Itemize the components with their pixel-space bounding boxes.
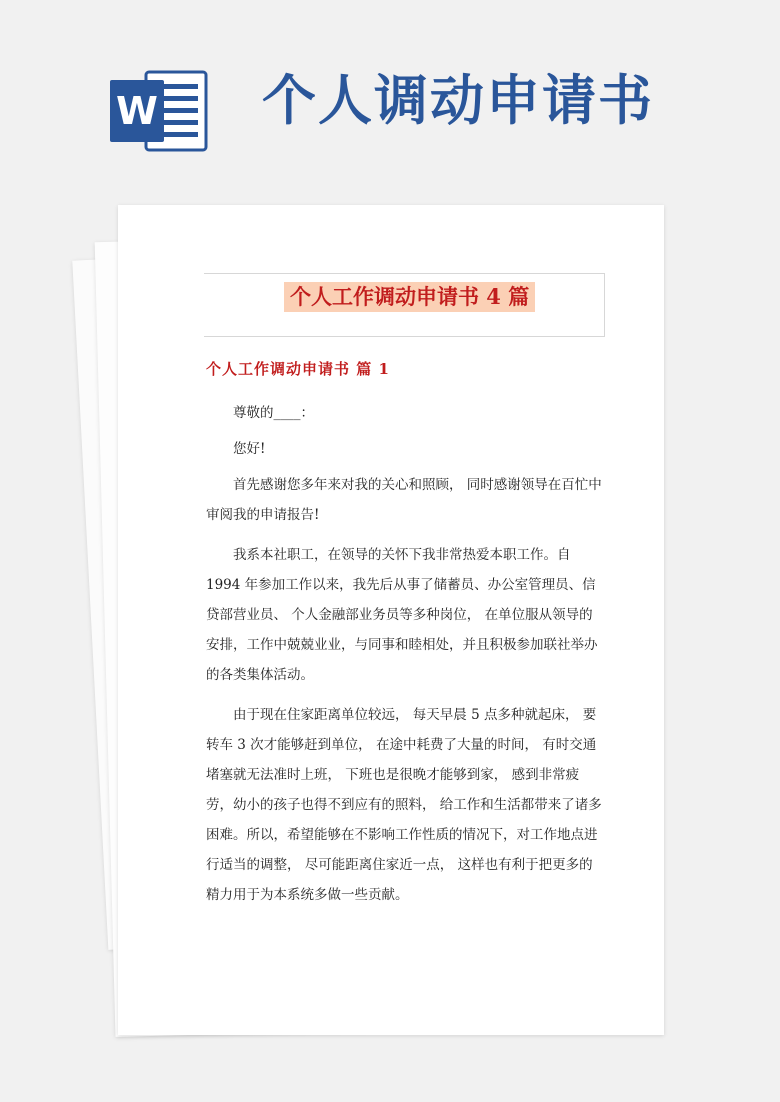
body-paragraph: 首先感谢您多年来对我的关心和照顾， 同时感谢领导在百忙中审阅我的申请报告! [206, 477, 602, 523]
page-title: 个人调动申请书 [262, 69, 654, 132]
word-logo-icon [108, 68, 208, 154]
body-paragraph: 由于现在住家距离单位较远， 每天早晨 5 点多种就起床， 要转车 3 次才能够赶到单位， 在途中耗费了大量的时间， 有时交通堵塞就无法准时上班， 下班也是很晚才能够到家， 感到非常疲劳，幼小的孩子也得不到应有的照料， 给工作和生活都带来了诸多困难。所以，希望能够在不影响工作性质的情况下，对工作地点进行适当的调整， 尽可能距离住家近一点， 这样也有利于把更多的精力用于为本系统多做一些贡献。 [206, 707, 602, 903]
header-banner [0, 0, 780, 200]
document-page [118, 205, 664, 1035]
document-main-title: 个人工作调动申请书 4 篇 [284, 282, 535, 312]
section-heading: 个人工作调动申请书 篇 1 [206, 360, 390, 378]
document-body [206, 398, 606, 920]
body-paragraph: 我系本社职工，在领导的关怀下我非常热爱本职工作。自 1994 年参加工作以来，我先后从事了储蓄员、办公室管理员、信贷部营业员、 个人金融部业务员等多种岗位， 在单位服从领导的安排，工作中兢兢业业，与同事和睦相处，并且积极参加联社举办的各类集体活动。 [206, 547, 598, 683]
title-frame [204, 273, 605, 337]
salutation: 尊敬的____： [233, 405, 314, 421]
greeting: 您好! [233, 441, 266, 457]
word-logo-letter: W [116, 89, 158, 133]
